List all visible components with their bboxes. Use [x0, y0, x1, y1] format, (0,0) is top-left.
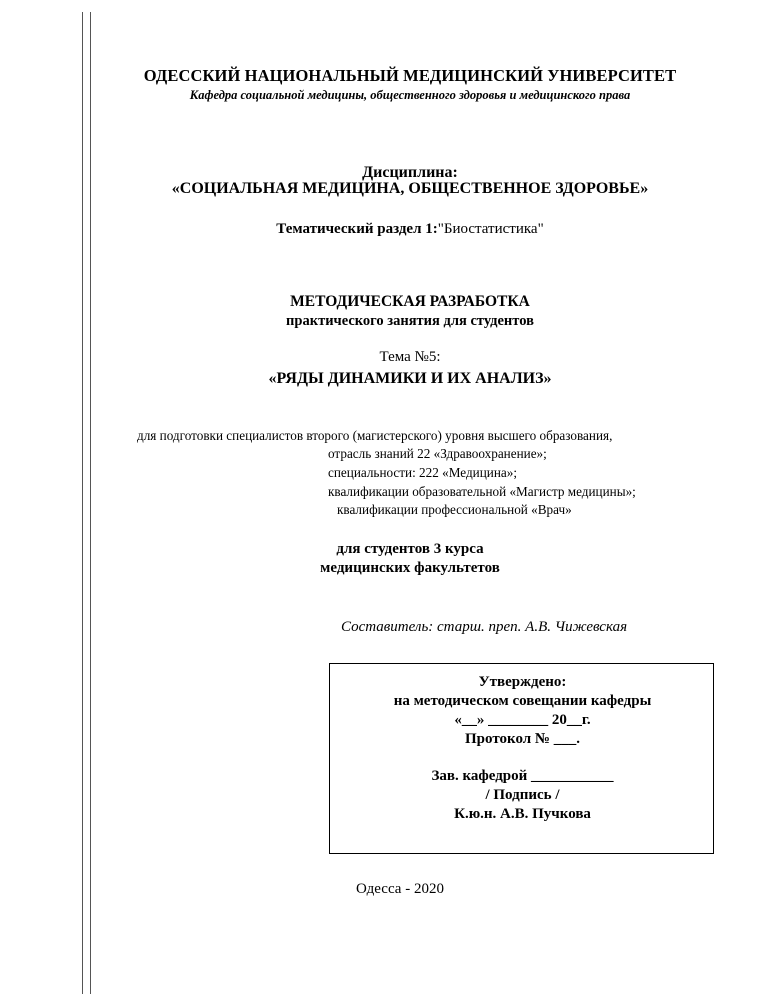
preparation-line-3: квалификации образовательной «Магистр медицины»;	[328, 484, 636, 499]
margin-line-right	[90, 12, 91, 994]
preparation-line-0: для подготовки специалистов второго (магистерского) уровня высшего образования,	[137, 428, 613, 443]
method-title: МЕТОДИЧЕСКАЯ РАЗРАБОТКА	[290, 293, 530, 310]
preparation-line-4: квалификации профессиональной «Врач»	[337, 502, 572, 517]
margin-line-left	[82, 12, 83, 994]
students-faculties: медицинских факультетов	[320, 560, 500, 576]
department-name: Кафедра социальной медицины, общественного здоровья и медицинского права	[189, 88, 631, 102]
approval-meeting: на методическом совещании кафедры	[393, 693, 652, 709]
approval-date: «__» ________ 20__г.	[454, 712, 591, 728]
city-year: Одесса - 2020	[356, 881, 444, 897]
approval-name: К.ю.н. А.В. Пучкова	[454, 806, 591, 822]
thematic-section	[0, 221, 768, 238]
preparation-line-1: отрасль знаний 22 «Здравоохранение»;	[328, 446, 547, 461]
method-subtitle: практического занятия для студентов	[286, 313, 534, 329]
students-course: для студентов 3 курса	[336, 541, 484, 557]
topic-name: «РЯДЫ ДИНАМИКИ И ИХ АНАЛИЗ»	[268, 370, 552, 387]
preparation-line-2: специальности: 222 «Медицина»;	[328, 465, 518, 480]
approval-signature: / Подпись /	[485, 787, 560, 803]
university-name: ОДЕССКИЙ НАЦИОНАЛЬНЫЙ МЕДИЦИНСКИЙ УНИВЕРСИТЕТ	[143, 66, 677, 85]
thematic-section-value: "Биостатистика"	[437, 221, 544, 237]
approval-box	[329, 663, 714, 854]
discipline-name: «СОЦИАЛЬНАЯ МЕДИЦИНА, ОБЩЕСТВЕННОЕ ЗДОРОВЬЕ»	[171, 180, 649, 197]
approval-protocol: Протокол № ___.	[465, 731, 580, 747]
discipline-label: Дисциплина:	[362, 164, 458, 181]
thematic-section-label: Тематический раздел 1:	[276, 221, 438, 237]
approval-approved: Утверждено:	[478, 674, 567, 690]
approval-head: Зав. кафедрой ___________	[431, 768, 614, 784]
topic-number: Тема №5:	[379, 349, 441, 365]
compiler: Составитель: старш. преп. А.В. Чижевская	[341, 619, 628, 635]
